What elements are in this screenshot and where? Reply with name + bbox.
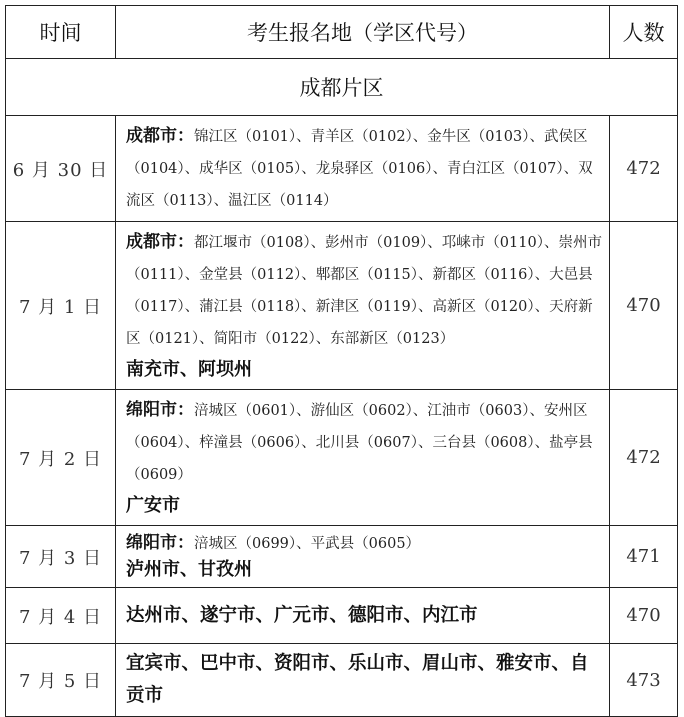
city-label: 绵阳市： bbox=[126, 400, 194, 420]
city-label: 成都市： bbox=[126, 232, 194, 252]
count-cell: 470 bbox=[610, 222, 678, 390]
extra-cities: 宜宾市、巴中市、资阳市、乐山市、眉山市、雅安市、自贡市 bbox=[126, 653, 589, 706]
city-label: 绵阳市： bbox=[126, 533, 194, 553]
table-row bbox=[6, 526, 678, 588]
header-time: 时间 bbox=[6, 6, 116, 59]
region-row bbox=[6, 59, 678, 116]
place-cell bbox=[116, 588, 610, 644]
date-cell: 7 月 1 日 bbox=[6, 222, 116, 390]
date-cell: 7 月 2 日 bbox=[6, 390, 116, 526]
count-cell: 472 bbox=[610, 116, 678, 222]
table-row bbox=[6, 644, 678, 717]
date-cell: 7 月 4 日 bbox=[6, 588, 116, 644]
place-cell bbox=[116, 390, 610, 526]
date-cell: 7 月 5 日 bbox=[6, 644, 116, 717]
district-list: 锦江区（0101）、青羊区（0102）、金牛区（0103）、武侯区（0104）、成华区（0105）、龙泉驿区（0106）、青白江区（0107）、双流区（0113）、温江区（0114） bbox=[126, 129, 593, 209]
district-list: 都江堰市（0108）、彭州市（0109）、邛崃市（0110）、崇州市（0111）、金堂县（0112）、郫都区（0115）、新都区（0116）、大邑县（0117）、蒲江县（0118）、新津区（0119）、高新区（0120）、天府新区（0121）、简阳市（0122）、东部新区（0123） bbox=[126, 235, 602, 347]
date-cell: 6 月 30 日 bbox=[6, 116, 116, 222]
district-list: 涪城区（0601）、游仙区（0602）、江油市（0603）、安州区（0604）、梓潼县（0606）、北川县（0607）、三台县（0608）、盐亭县（0609） bbox=[126, 403, 593, 483]
extra-cities: 泸州市、甘孜州 bbox=[126, 559, 252, 580]
extra-cities: 广安市 bbox=[126, 495, 180, 516]
date-cell: 7 月 3 日 bbox=[6, 526, 116, 588]
header-count: 人数 bbox=[610, 6, 678, 59]
schedule-table bbox=[5, 5, 678, 717]
district-list: 涪城区（0699）、平武县（0605） bbox=[194, 536, 421, 552]
place-cell bbox=[116, 526, 610, 588]
place-cell bbox=[116, 222, 610, 390]
count-cell: 472 bbox=[610, 390, 678, 526]
region-title: 成都片区 bbox=[6, 59, 678, 116]
extra-cities: 南充市、阿坝州 bbox=[126, 359, 252, 380]
city-label: 成都市： bbox=[126, 126, 194, 146]
place-cell bbox=[116, 116, 610, 222]
table-row bbox=[6, 116, 678, 222]
header-place: 考生报名地（学区代号） bbox=[116, 6, 610, 59]
table-row bbox=[6, 588, 678, 644]
count-cell: 473 bbox=[610, 644, 678, 717]
count-cell: 470 bbox=[610, 588, 678, 644]
extra-cities: 达州市、遂宁市、广元市、德阳市、内江市 bbox=[126, 604, 478, 626]
header-row bbox=[6, 6, 678, 59]
table-row bbox=[6, 390, 678, 526]
table-row bbox=[6, 222, 678, 390]
place-cell bbox=[116, 644, 610, 717]
count-cell: 471 bbox=[610, 526, 678, 588]
